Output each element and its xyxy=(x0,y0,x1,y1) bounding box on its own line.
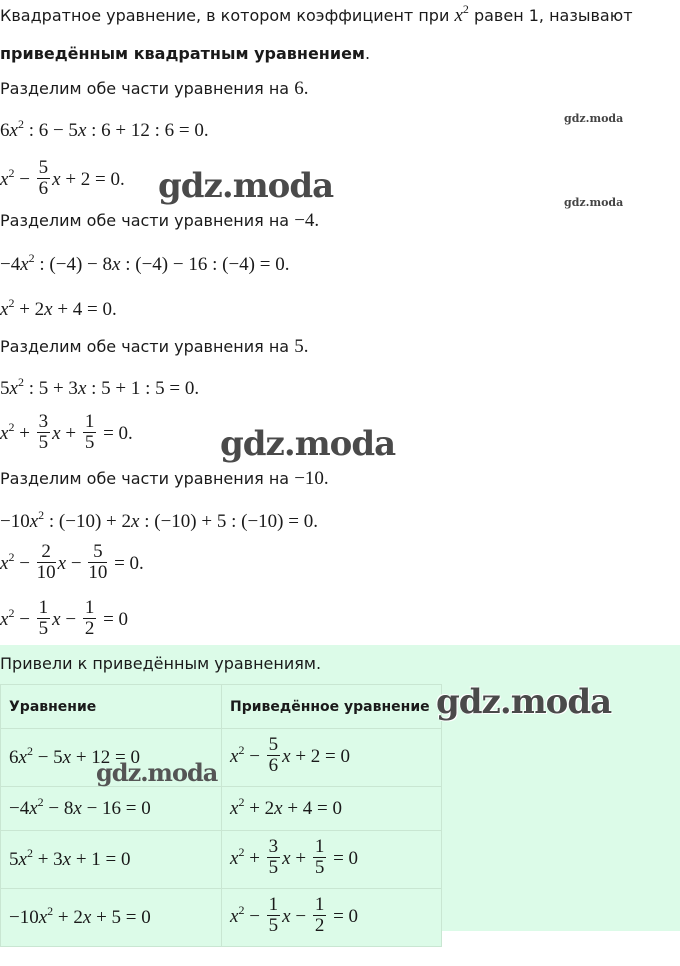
intro-text-middle: равен 1, называют xyxy=(468,6,633,25)
step-4-label: Разделим обе части уравнения на −10. xyxy=(0,468,329,489)
results-table xyxy=(0,684,442,947)
step-1-result: $x^2$ − $\frac{5}{6}$ x + 2 = 0. xyxy=(0,157,125,199)
table-cell-reduced: $x^2$ + $\frac{3}{5}$ x + $\frac{1}{5}$ = 0 xyxy=(222,831,442,889)
table-header-row xyxy=(1,685,442,729)
step-2-division: $-4x^2$ : (−4) − 8x : (−4) − 16 : (−4) = 0. xyxy=(0,251,290,275)
step-4-result: $x^2$ − $\frac{2}{10}$ x − $\frac{5}{10}$ = 0. xyxy=(0,541,144,583)
step-3-label: Разделим обе части уравнения на 5. xyxy=(0,336,309,357)
intro-line xyxy=(0,2,633,27)
intro-text: Квадратное уравнение, в котором коэффициент при xyxy=(0,6,455,25)
watermark-small: gdz.moda xyxy=(564,112,624,125)
table-cell-equation: $-10x^2 + 2x + 5 = 0$ xyxy=(1,889,222,947)
watermark-small: gdz.moda xyxy=(564,196,624,209)
table-cell-reduced: $x^2 + 2x + 4 = 0$ xyxy=(222,787,442,831)
table-cell-reduced: $x^2$ − $\frac{1}{5}$ x − $\frac{1}{2}$ = 0 xyxy=(222,889,442,947)
step-1-label: Разделим обе части уравнения на 6. xyxy=(0,78,309,99)
watermark: gdz.moda xyxy=(220,424,396,464)
header-reduced-equation: Приведённое уравнение xyxy=(222,685,442,729)
table-row xyxy=(1,889,442,947)
table-row xyxy=(1,729,442,787)
watermark: gdz.moda xyxy=(158,166,334,206)
x-squared: $x^2$ xyxy=(454,2,469,26)
step-1-division: $6x^2$ : 6 − 5x : 6 + 12 : 6 = 0. xyxy=(0,117,209,141)
table-cell-reduced: $x^2$ − $\frac{5}{6}$ x + 2 = 0 xyxy=(222,729,442,787)
step-4-simplified: $x^2$ − $\frac{1}{5}$ x − $\frac{1}{2}$ = 0 xyxy=(0,597,129,639)
watermark: gdz.moda xyxy=(436,682,612,722)
table-cell-equation: $6x^2 - 5x + 12 = 0$ xyxy=(1,729,222,787)
table-row xyxy=(1,787,442,831)
table-row xyxy=(1,831,442,889)
step-4-division: $-10x^2$ : (−10) + 2x : (−10) + 5 : (−10) = 0. xyxy=(0,508,318,532)
step-3-result: $x^2$ + $\frac{3}{5}$ x + $\frac{1}{5}$ = 0. xyxy=(0,411,133,453)
table-cell-equation: $5x^2 + 3x + 1 = 0$ xyxy=(1,831,222,889)
step-3-division: $5x^2$ : 5 + 3x : 5 + 1 : 5 = 0. xyxy=(0,375,200,399)
intro-term: приведённым квадратным уравнением xyxy=(0,44,365,63)
step-2-label: Разделим обе части уравнения на −4. xyxy=(0,210,320,231)
step-2-result: $x^2 + 2x + 4 = 0$. xyxy=(0,296,117,320)
watermark: gdz.moda xyxy=(96,758,218,787)
conclusion-text: Привели к приведённым уравнениям. xyxy=(0,654,322,673)
header-equation: Уравнение xyxy=(1,685,222,729)
table-cell-equation: $-4x^2 - 8x - 16 = 0$ xyxy=(1,787,222,831)
intro-term-line: приведённым квадратным уравнением. xyxy=(0,44,371,63)
